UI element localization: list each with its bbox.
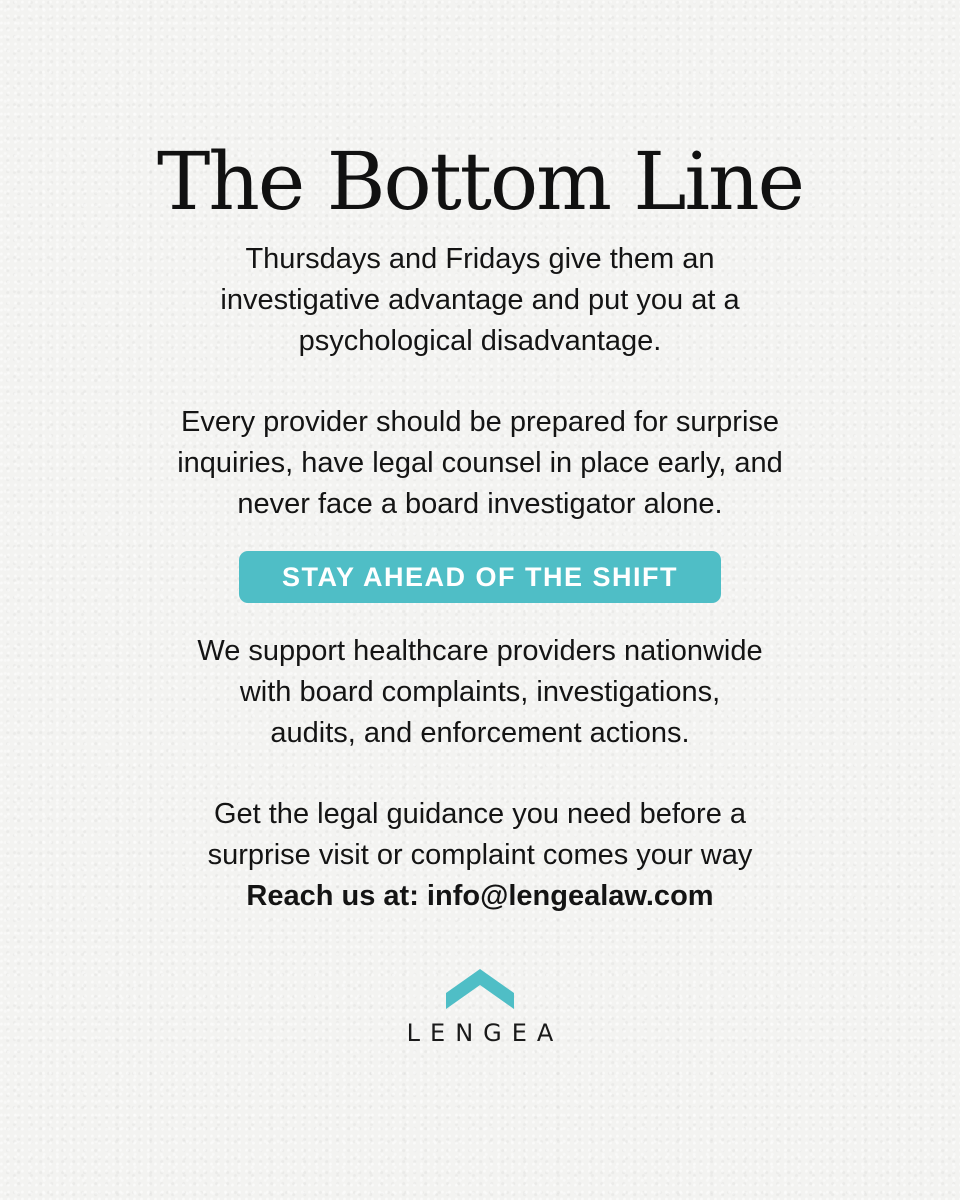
lengea-logo [380,965,580,1055]
closing-line-2: surprise visit or complaint comes your way [207,839,753,871]
chevron-up-icon [446,965,514,1013]
closing-paragraph [0,794,960,917]
intro-line-2: investigative advantage and put you at a [220,284,740,316]
advice-line-3: never face a board investigator alone. [237,488,723,520]
advice-line-2: inquiries, have legal counsel in place early, and [177,447,783,479]
services-line-2: with board complaints, investigations, [239,676,721,708]
intro-paragraph [0,239,960,362]
intro-line-1: Thursdays and Fridays give them an [245,243,715,275]
logo-wordmark: LENGEA [406,1019,564,1047]
page-title: The Bottom Line [157,135,803,228]
stay-ahead-button[interactable]: STAY AHEAD OF THE SHIFT [239,551,721,603]
advice-paragraph [0,402,960,525]
services-line-1: We support healthcare providers nationwide [197,635,763,667]
services-line-3: audits, and enforcement actions. [270,717,690,749]
services-paragraph [0,631,960,754]
contact-email-link[interactable]: Reach us at: info@lengealaw.com [246,880,714,912]
advice-line-1: Every provider should be prepared for surprise [180,406,780,438]
closing-line-1: Get the legal guidance you need before a [213,798,747,830]
intro-line-3: psychological disadvantage. [298,325,662,357]
